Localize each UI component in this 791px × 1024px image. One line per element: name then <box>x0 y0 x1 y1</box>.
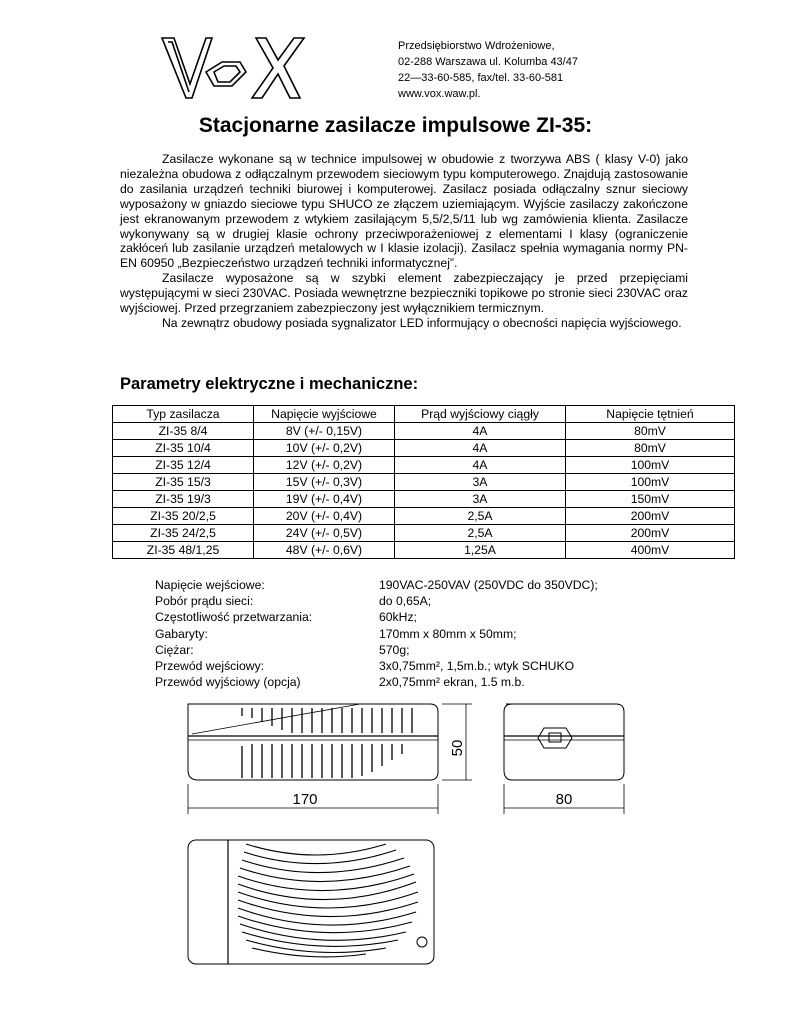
spec-row <box>155 577 598 593</box>
table-cell: 100mV <box>566 457 735 474</box>
spec-label: Gabaryty: <box>155 626 208 641</box>
header-cell: Napięcie tętnień <box>566 406 735 423</box>
spec-row <box>155 626 598 642</box>
table-row <box>113 423 735 440</box>
table-cell: 100mV <box>566 474 735 491</box>
table-cell: 15V (+/- 0,3V) <box>254 474 395 491</box>
table-cell: 24V (+/- 0,5V) <box>254 525 395 542</box>
spec-label: Przewód wejściowy: <box>155 659 265 674</box>
cable-entry <box>538 728 572 748</box>
table-row <box>113 440 735 457</box>
width-dimension-label: 80 <box>555 791 573 808</box>
spec-label: Przewód wyjściowy (opcja) <box>155 675 301 690</box>
table-cell: 80mV <box>566 423 735 440</box>
table-cell: ZI-35 15/3 <box>113 474 254 491</box>
table-row <box>113 491 735 508</box>
section-title: Parametry elektryczne i mechaniczne: <box>120 375 419 393</box>
description <box>120 152 688 331</box>
spec-value: 2x0,75mm² ekran, 1.5 m.b. <box>379 675 525 690</box>
end-view-outline <box>504 704 624 780</box>
table-cell: 3A <box>395 474 566 491</box>
table-cell: 200mV <box>566 508 735 525</box>
spec-label: Napięcie wejściowe: <box>155 578 265 592</box>
company-line: 22—33-60-585, fax/tel. 33-60-581 <box>398 72 564 84</box>
table-cell: 2,5A <box>395 508 566 525</box>
spec-label: Ciężar: <box>155 642 194 657</box>
spec-row <box>155 642 598 658</box>
header-cell: Napięcie wyjściowe <box>254 406 395 423</box>
company-line: Przedsiębiorstwo Wdrożeniowe, <box>398 40 555 52</box>
table-cell: 48V (+/- 0,6V) <box>254 542 395 559</box>
table-row <box>113 508 735 525</box>
end-view-drawing <box>496 698 636 823</box>
side-view-drawing <box>180 698 480 823</box>
table-cell: 4A <box>395 457 566 474</box>
table-cell: ZI-35 8/4 <box>113 423 254 440</box>
company-website: www.vox.waw.pl. <box>398 88 481 100</box>
table-cell: 10V (+/- 0,2V) <box>254 440 395 457</box>
paragraph: Zasilacze wyposażone są w szybki element zabezpieczający je przed przepięciami występującymi w sieci 230VAC. Posiada wewnętrzne bezpieczniki topikowe po stronie sieci 230VAC oraz wyjściowej. Przed przegrzaniem zabezpieczony jest wyłącznikiem termicznym. <box>120 271 688 316</box>
table-row <box>113 457 735 474</box>
spec-value: 60kHz; <box>379 610 417 625</box>
spec-label: Pobór prądu sieci: <box>155 594 254 609</box>
table-cell: 8V (+/- 0,15V) <box>254 423 395 440</box>
table-cell: 4A <box>395 423 566 440</box>
paragraph: Na zewnątrz obudowy posiada sygnalizator LED informujący o obecności napięcia wyjściowego. <box>162 315 682 330</box>
parameters-table <box>112 405 735 559</box>
table-row <box>113 542 735 559</box>
table-cell: 12V (+/- 0,2V) <box>254 457 395 474</box>
table-cell: 1,25A <box>395 542 566 559</box>
spec-value: 570g; <box>379 642 410 657</box>
table-cell: 200mV <box>566 525 735 542</box>
table-cell: 150mV <box>566 491 735 508</box>
header-cell: Typ zasilacza <box>113 406 254 423</box>
table-cell: ZI-35 48/1,25 <box>113 542 254 559</box>
table-cell: 3A <box>395 491 566 508</box>
table-cell: ZI-35 24/2,5 <box>113 525 254 542</box>
top-view-drawing <box>186 836 446 975</box>
table-cell: ZI-35 20/2,5 <box>113 508 254 525</box>
spec-label: Częstotliwość przetwarzania: <box>155 610 313 625</box>
paragraph: Zasilacze wykonane są w technice impulsowej w obudowie z tworzywa ABS ( klasy V-0) jako niezależna obudowa z odłączalnym przewodem sieciowym typu komputerowego. Znajdują zastosowanie do zasilania urządzeń techniki biurowej i komputerowej. Zasilacz posiada odłączalny sznur sieciowy wyposażony w gniazdo sieciowe typu SHUCO ze złączem uziemiającym. Wyjście zasilaczy zakończone jest ekranowanym przewodem z wtykiem zasilającym 5,5/2,5/11 lub wg zamówienia klienta. Zasilacze wykonywany są w drugiej klasie ochrony przeciwporażeniowej z elementami I klasy (ograniczenie zakłóceń lub zasilanie urządzeń metalowych w I klasie izolacji). Zasilacz spełnia wymagania normy PN-EN 60950 „Bezpieczeństwo urządzeń techniki informatycznej”. <box>120 152 688 271</box>
spec-value: do 0,65A; <box>379 594 432 609</box>
spec-value: 170mm x 80mm x 50mm; <box>379 626 517 641</box>
ventilation-slots <box>242 708 412 778</box>
cable-socket <box>549 733 561 742</box>
table-body <box>113 423 735 559</box>
dimension-lines <box>188 704 472 814</box>
table-cell: ZI-35 10/4 <box>113 440 254 457</box>
spec-row <box>155 658 598 674</box>
spec-value: 3x0,75mm², 1,5m.b.; wtyk SCHUKO <box>379 659 575 674</box>
spec-row <box>155 593 598 609</box>
table-header-row <box>113 406 735 423</box>
top-ventilation-slots <box>238 844 418 957</box>
height-dimension-label: 50 <box>449 739 466 757</box>
vox-logo <box>160 32 310 104</box>
spec-value: 190VAC-250VAV (250VDC do 350VDC); <box>379 578 598 592</box>
table-cell: 80mV <box>566 440 735 457</box>
vox-logo-graphic <box>160 32 310 104</box>
table-cell: 2,5A <box>395 525 566 542</box>
table-cell: 4A <box>395 440 566 457</box>
header-cell: Prąd wyjściowy ciągły <box>395 406 566 423</box>
company-line: 02-288 Warszawa ul. Kolumba 43/47 <box>398 56 578 68</box>
table-row <box>113 525 735 542</box>
length-dimension-label: 170 <box>292 791 318 808</box>
spec-row <box>155 609 598 625</box>
table-cell: 20V (+/- 0,4V) <box>254 508 395 525</box>
table-cell: 400mV <box>566 542 735 559</box>
table-cell: ZI-35 19/3 <box>113 491 254 508</box>
led-indicator <box>417 937 427 947</box>
company-address <box>398 38 578 102</box>
spec-row <box>155 674 598 690</box>
page-title: Stacjonarne zasilacze impulsowe ZI-35: <box>198 114 593 137</box>
table-row <box>113 474 735 491</box>
table-cell: ZI-35 12/4 <box>113 457 254 474</box>
specifications-list <box>155 577 598 690</box>
side-view-outline <box>188 704 438 780</box>
table-cell: 19V (+/- 0,4V) <box>254 491 395 508</box>
